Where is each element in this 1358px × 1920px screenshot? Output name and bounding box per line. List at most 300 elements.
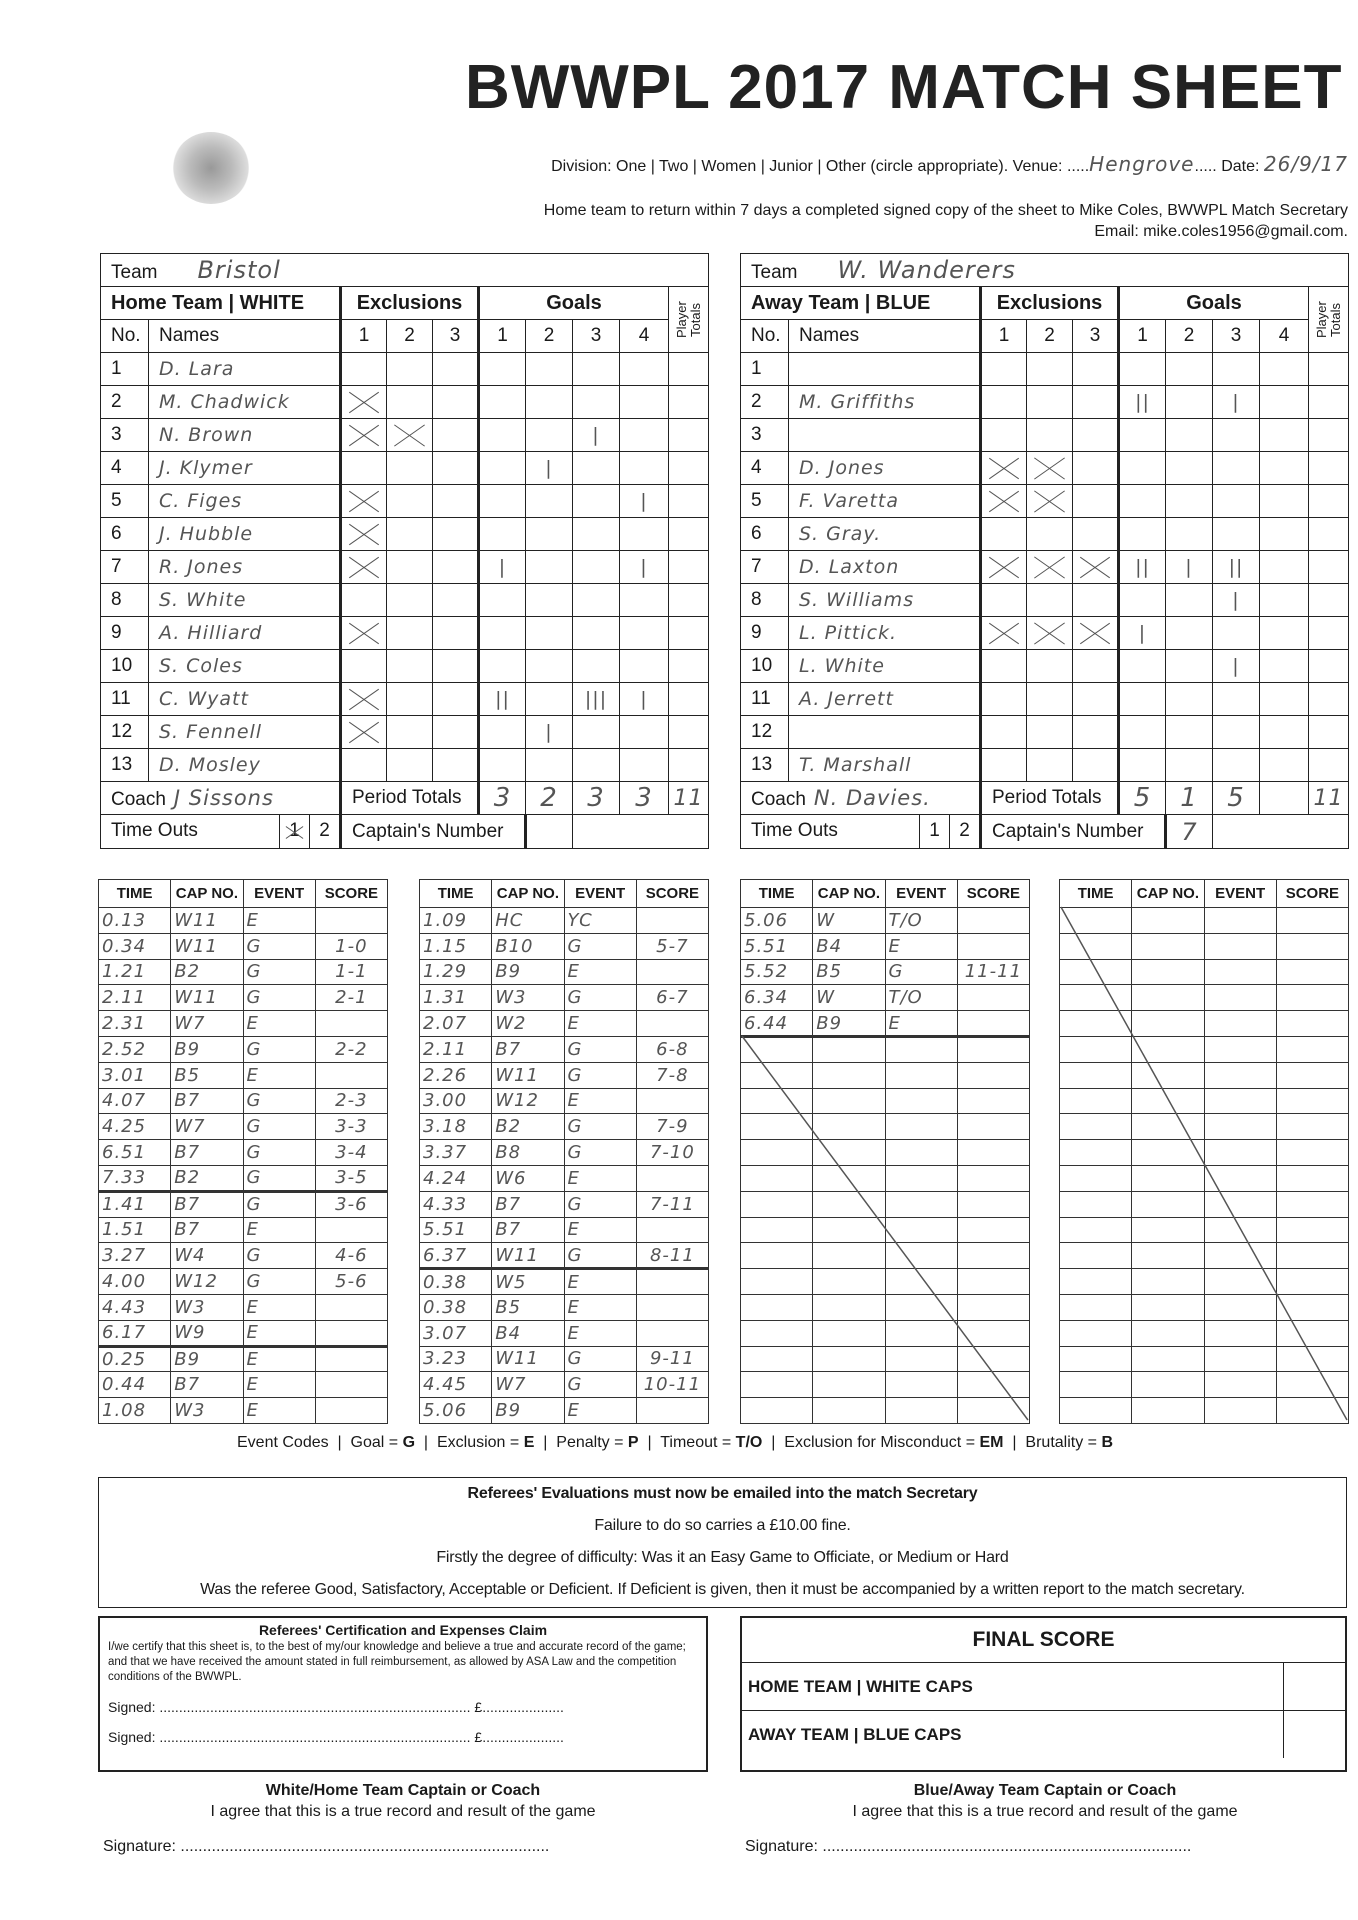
event-score [1276,1036,1348,1062]
event-score: 7-9 [636,1114,708,1140]
event-cap-no [1132,985,1204,1011]
coach-cell [101,782,341,815]
event-code-symbol: E [523,1434,535,1451]
event-time [1060,1011,1132,1037]
event-time: 1.08 [99,1398,171,1424]
event-time [741,1114,813,1140]
exclusion-cell [1073,485,1119,518]
event-row [741,1269,1030,1295]
event-header-event: EVENT [564,880,636,908]
event-code: G [564,1062,636,1088]
event-code [885,1191,957,1217]
captains-number-value: 7 [1166,815,1213,849]
player-total-cell [1309,749,1349,782]
exclusion-cross-mark [341,716,387,749]
event-header-score: SCORE [636,880,708,908]
referee-line-2: Firstly the degree of difficulty: Was it an Easy Game to Officiate, or Medium or Hard [436,1549,1009,1566]
time-outs-label: Time Outs [751,820,838,841]
timeouts-row [741,815,1349,849]
column-header-row [741,320,1349,353]
event-code [885,1398,957,1424]
player-name: F. Varetta [789,485,981,518]
referee-line-3: Was the referee Good, Satisfactory, Acceptable or Deficient. If Deficient is given, then it must be accompanied by a written report to the match secretary. [200,1581,1245,1598]
event-cap-no: W7 [171,1011,243,1037]
player-name: T. Marshall [789,749,981,782]
exclusion-cell [341,749,387,782]
event-code-item [639,1434,763,1451]
exclusion-cross-mark [1027,452,1073,485]
event-score [636,1217,708,1243]
event-log-header-row [1060,880,1349,908]
player-number: 10 [101,650,149,683]
event-row [420,1217,709,1243]
event-score: 1-1 [315,959,387,985]
goal-tally-cell: | [620,551,669,584]
event-code: G [243,1165,315,1191]
event-score [957,1062,1029,1088]
event-score [1276,1294,1348,1320]
event-score [1276,1140,1348,1166]
event-cap-no [813,1346,885,1372]
player-number: 4 [101,452,149,485]
player-row [101,452,709,485]
event-row [741,1165,1030,1191]
event-time: 3.18 [420,1114,492,1140]
event-row [420,959,709,985]
exclusion-cell [1027,650,1073,683]
player-number: 6 [741,518,789,551]
exclusion-cell [981,749,1027,782]
exclusion-cell [387,386,433,419]
goal-tally-cell [526,551,573,584]
event-cap-no: B7 [171,1372,243,1398]
event-time [1060,1191,1132,1217]
event-row [420,1114,709,1140]
event-score [636,1398,708,1424]
event-header-cap-no-: CAP NO. [813,880,885,908]
event-time [741,1062,813,1088]
event-score [1276,1217,1348,1243]
exclusion-cell [387,749,433,782]
player-number: 9 [101,617,149,650]
event-cap-no: W3 [492,985,564,1011]
event-row [1060,933,1349,959]
player-name: C. Figes [149,485,341,518]
division-label: Division: [551,158,612,175]
event-cap-no: W3 [171,1294,243,1320]
period-3-header: 3 [1213,320,1260,353]
event-score [1276,1346,1348,1372]
event-cap-no [1132,1114,1204,1140]
event-cap-no [1132,1243,1204,1269]
goal-tally-cell [1119,749,1166,782]
event-time: 2.07 [420,1011,492,1037]
goal-tally-cell [573,749,620,782]
player-name: D. Mosley [149,749,341,782]
event-cap-no: W7 [171,1114,243,1140]
event-row [420,1191,709,1217]
player-total-cell [1309,650,1349,683]
exclusion-cross-mark [341,485,387,518]
goal-tally-cell [1166,518,1213,551]
exclusion-cell [1027,749,1073,782]
player-row [101,683,709,716]
event-time: 2.26 [420,1062,492,1088]
goal-tally-cell [479,650,526,683]
event-score [1276,985,1348,1011]
event-row [741,1114,1030,1140]
exclusion-cross-mark [1073,617,1119,650]
event-row [741,985,1030,1011]
event-code: T/O [885,985,957,1011]
event-code: G [243,933,315,959]
event-row [99,933,388,959]
separator: | [1003,1434,1026,1451]
away-captain-declaration [740,1780,1350,1822]
event-row [1060,1088,1349,1114]
event-time: 4.45 [420,1372,492,1398]
player-number: 7 [101,551,149,584]
player-number: 1 [741,353,789,386]
player-name: C. Wyatt [149,683,341,716]
event-cap-no: B8 [492,1140,564,1166]
team-heading: Away Team | BLUE [741,287,981,320]
event-score [315,1011,387,1037]
event-header-time: TIME [420,880,492,908]
event-code: G [564,1372,636,1398]
event-score [957,1036,1029,1062]
event-time [741,1243,813,1269]
goal-tally-cell [573,617,620,650]
event-time: 3.07 [420,1320,492,1346]
player-row [741,518,1349,551]
exclusion-cell [981,650,1027,683]
event-row [99,1294,388,1320]
player-row [741,716,1349,749]
player-row [101,716,709,749]
event-score [1276,1062,1348,1088]
goal-tally-cell [1213,518,1260,551]
event-cap-no: W2 [492,1011,564,1037]
player-total-cell [669,518,709,551]
team-name-row [101,254,709,287]
event-code [1204,1191,1276,1217]
venue-value: Hengrove [1089,152,1195,176]
goal-tally-cell [479,617,526,650]
event-row [99,1398,388,1424]
event-score [636,1320,708,1346]
exclusion-cross-mark [1027,551,1073,584]
event-time: 1.09 [420,908,492,934]
coach-label: Coach [111,788,166,810]
event-code: G [564,1191,636,1217]
event-code [1204,908,1276,934]
event-cap-no: W6 [492,1165,564,1191]
event-cap-no: W11 [492,1062,564,1088]
goal-tally-cell [479,584,526,617]
exclusion-cross-mark [1027,617,1073,650]
event-cap-no: B4 [813,933,885,959]
exclusion-1-header: 1 [981,320,1027,353]
event-code [885,1269,957,1295]
event-cap-no: W12 [492,1088,564,1114]
home-captain-text: I agree that this is a true record and result of the game [210,1803,596,1820]
event-time: 1.31 [420,985,492,1011]
event-row [99,1243,388,1269]
event-row [741,1088,1030,1114]
goal-tally-cell [526,485,573,518]
exclusion-cell [1027,353,1073,386]
exclusion-cross-mark [981,617,1027,650]
player-total-cell [669,584,709,617]
event-time: 1.15 [420,933,492,959]
period-1-header: 1 [479,320,526,353]
event-time [741,1217,813,1243]
event-code: G [243,1114,315,1140]
event-row [99,1036,388,1062]
event-code: T/O [885,908,957,934]
event-time: 0.25 [99,1346,171,1372]
event-code: G [243,985,315,1011]
event-code: G [243,1191,315,1217]
event-score [636,1165,708,1191]
timeouts-inner [741,815,979,848]
exclusion-cell [433,419,479,452]
no-header: No. [741,320,789,353]
player-total-cell [1309,419,1349,452]
goal-tally-cell: || [1119,551,1166,584]
player-total-cell [1309,452,1349,485]
event-row [1060,1398,1349,1424]
player-number: 8 [741,584,789,617]
event-code [1204,1294,1276,1320]
exclusion-cell [387,584,433,617]
event-score [957,1191,1029,1217]
period-2-header: 2 [1166,320,1213,353]
goal-tally-cell [526,386,573,419]
event-cap-no [813,1036,885,1062]
event-row [99,1114,388,1140]
player-name: L. Pittick. [789,617,981,650]
event-score [957,1372,1029,1398]
event-time: 5.06 [741,908,813,934]
event-code-symbol: T/O [735,1434,763,1451]
event-score: 11-11 [957,959,1029,985]
event-score [957,1217,1029,1243]
exclusion-cell [981,353,1027,386]
separator: | [328,1434,351,1451]
goal-tally-cell [620,386,669,419]
event-score [957,908,1029,934]
captains-number-blank [1213,815,1349,849]
event-cap-no [1132,1320,1204,1346]
event-cap-no [1132,1036,1204,1062]
event-score [1276,1269,1348,1295]
exclusion-cell [433,716,479,749]
event-score [1276,908,1348,934]
separator: | [415,1434,437,1451]
event-row [1060,1011,1349,1037]
event-row [741,1036,1030,1062]
event-time [1060,1140,1132,1166]
event-row [99,1346,388,1372]
event-time: 6.34 [741,985,813,1011]
event-time: 4.25 [99,1114,171,1140]
goal-tally-cell [1260,485,1309,518]
player-name: L. White [789,650,981,683]
event-code: G [564,933,636,959]
goal-tally-cell [620,518,669,551]
event-time [1060,985,1132,1011]
event-cap-no: W7 [492,1372,564,1398]
event-cap-no: W12 [171,1269,243,1295]
event-score [1276,1372,1348,1398]
event-score [315,1320,387,1346]
event-cap-no: B10 [492,933,564,959]
event-cap-no [1132,1269,1204,1295]
event-code-meaning: Goal = [350,1434,403,1451]
goal-tally-cell: || [479,683,526,716]
player-totals-label: Player Totals [1313,301,1343,338]
event-row [1060,1320,1349,1346]
event-row [741,1011,1030,1037]
match-total-value: 11 [669,782,709,815]
exclusion-cell [387,683,433,716]
event-time: 2.11 [99,985,171,1011]
event-cap-no [813,1165,885,1191]
event-cap-no [813,1243,885,1269]
player-total-cell [1309,386,1349,419]
secretary-email: Email: mike.coles1956@gmail.com. [1094,223,1348,240]
event-code-item [415,1434,534,1451]
period-4-header: 4 [1260,320,1309,353]
event-score [957,1243,1029,1269]
goal-tally-cell [573,716,620,749]
event-cap-no [1132,1062,1204,1088]
event-row [99,1088,388,1114]
goal-tally-cell [1166,386,1213,419]
referee-evaluation-notice [98,1477,1347,1608]
event-cap-no [813,1217,885,1243]
event-row [741,1372,1030,1398]
goal-tally-cell: | [1119,617,1166,650]
event-time [1060,1346,1132,1372]
event-row [99,1191,388,1217]
event-row [420,1294,709,1320]
referee-heading: Referees' Evaluations must now be emailed into the match Secretary [467,1485,978,1502]
event-log-table [98,879,388,1424]
goal-tally-cell [526,584,573,617]
goal-tally-cell [573,386,620,419]
event-cap-no [813,1114,885,1140]
event-score [957,1088,1029,1114]
event-code: G [243,959,315,985]
event-row [420,933,709,959]
event-header-time: TIME [741,880,813,908]
exclusion-cross-mark [341,617,387,650]
goal-tally-cell [526,749,573,782]
goal-tally-cell [1213,485,1260,518]
away-signature-line: Signature: ................................................................................... [745,1838,1192,1855]
event-code-item [534,1434,638,1451]
exclusion-cell [1027,419,1073,452]
exclusion-cell [981,584,1027,617]
goal-tally-cell [1166,452,1213,485]
goal-tally-cell [1119,419,1166,452]
exclusion-cell [1073,353,1119,386]
exclusion-2-header: 2 [387,320,433,353]
player-number: 8 [101,584,149,617]
event-score [315,1372,387,1398]
player-row [741,452,1349,485]
exclusion-cross-mark [341,551,387,584]
event-code [1204,985,1276,1011]
team-name-cell [741,254,1349,287]
goal-tally-cell [479,518,526,551]
goal-tally-cell [1260,716,1309,749]
period-total-value: 3 [620,782,669,815]
goal-tally-cell [1213,749,1260,782]
goal-tally-cell [573,650,620,683]
player-row [741,617,1349,650]
event-cap-no [1132,1372,1204,1398]
player-total-cell [1309,353,1349,386]
goal-tally-cell [1166,617,1213,650]
goal-tally-cell [1119,584,1166,617]
event-log-header-row [741,880,1030,908]
event-log-column-3 [740,879,1030,1424]
event-cap-no [1132,1165,1204,1191]
player-name [789,716,981,749]
team-label: Team [751,262,798,283]
event-row [99,1372,388,1398]
event-row [420,1269,709,1295]
event-code [1204,1243,1276,1269]
event-row [420,1011,709,1037]
event-cap-no: B9 [492,1398,564,1424]
event-code [1204,1011,1276,1037]
event-score [636,959,708,985]
team-label: Team [111,262,158,283]
event-score [315,908,387,934]
event-code [885,1165,957,1191]
event-score [1276,959,1348,985]
event-cap-no: W11 [492,1243,564,1269]
timeout-1-box: 1 [279,815,309,848]
captains-number-label: Captain's Number [981,815,1166,849]
event-score [957,985,1029,1011]
event-time [1060,1114,1132,1140]
event-row [1060,1217,1349,1243]
event-score: 9-11 [636,1346,708,1372]
event-row [420,1346,709,1372]
player-number: 10 [741,650,789,683]
event-cap-no: B7 [492,1191,564,1217]
event-code [1204,959,1276,985]
event-time [741,1140,813,1166]
away-score-box [1283,1711,1345,1758]
event-code: E [564,1165,636,1191]
player-number: 5 [101,485,149,518]
exclusion-2-header: 2 [1027,320,1073,353]
goal-tally-cell [479,716,526,749]
player-total-cell [669,617,709,650]
event-cap-no: W11 [171,908,243,934]
venue-label: Venue: [1012,158,1063,175]
goal-tally-cell [620,749,669,782]
final-score-home-row [742,1662,1345,1710]
event-row [99,1320,388,1346]
